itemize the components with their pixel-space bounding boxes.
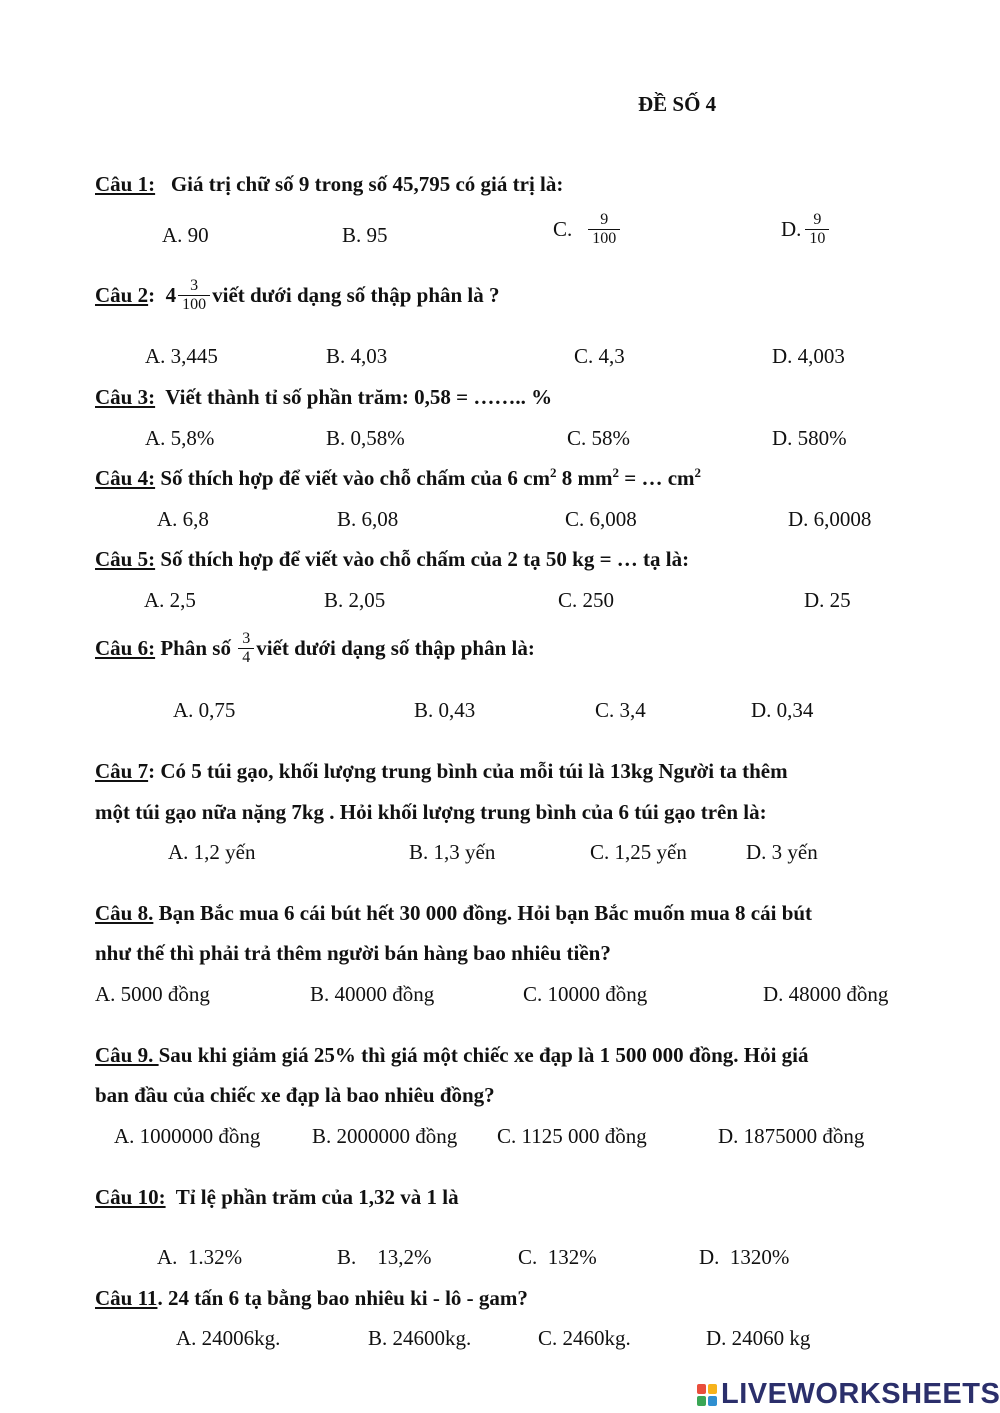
q5-option-c[interactable]: C. 250 [558, 588, 615, 612]
question-4 [95, 466, 701, 491]
q6-option-b[interactable]: B. 0,43 [414, 698, 476, 722]
q4-option-c[interactable]: C. 6,008 [565, 507, 637, 531]
q6-option-a[interactable]: A. 0,75 [173, 698, 236, 722]
liveworksheets-logo-icon [697, 1384, 717, 1406]
question-2-text: viết dưới dạng số thập phân là ? [212, 283, 500, 308]
question-5 [95, 547, 689, 572]
superscript: 2 [694, 465, 702, 480]
q7-option-b[interactable]: B. 1,3 yến [409, 840, 496, 864]
question-6-label: Câu 6: [95, 636, 156, 661]
question-5-text: Số thích hợp để viết vào chỗ chấm của 2 tạ 50 kg = … tạ là: [160, 547, 690, 571]
q2-option-a[interactable]: A. 3,445 [145, 344, 218, 368]
question-6-fraction [238, 631, 254, 667]
q11-option-a[interactable]: A. 24006kg. [176, 1326, 281, 1350]
q9-option-a[interactable]: A. 1000000 đồng [114, 1124, 261, 1148]
q1-option-d-fraction [805, 212, 829, 248]
q1-option-d-letter: D. [781, 217, 802, 242]
q2-option-c[interactable]: C. 4,3 [574, 344, 625, 368]
question-9 [95, 1043, 809, 1068]
q8-option-a[interactable]: A. 5000 đồng [95, 982, 210, 1006]
fraction-numerator: 9 [600, 211, 609, 228]
q8-option-b[interactable]: B. 40000 đồng [310, 982, 435, 1006]
logo-square [697, 1384, 706, 1394]
question-1-text: Giá trị chữ số 9 trong số 45,795 có giá trị là: [170, 172, 564, 196]
q4-option-d[interactable]: D. 6,0008 [788, 507, 872, 531]
q6-option-c[interactable]: C. 3,4 [595, 698, 646, 722]
question-2-label: Câu 2 [95, 283, 149, 308]
fraction-numerator: 3 [190, 277, 199, 294]
question-6 [95, 631, 535, 667]
question-1 [95, 172, 563, 197]
question-2 [95, 278, 500, 314]
q5-option-a[interactable]: A. 2,5 [144, 588, 196, 612]
q7-option-c[interactable]: C. 1,25 yến [590, 840, 687, 864]
logo-square [708, 1396, 717, 1406]
question-6-pre: Phân số [160, 636, 231, 661]
superscript: 2 [549, 465, 557, 480]
logo-square [708, 1384, 717, 1394]
question-2-colon: : [148, 283, 156, 308]
question-10-label: Câu 10: [95, 1185, 166, 1209]
question-10-text: Tỉ lệ phần trăm của 1,32 và 1 là [175, 1185, 459, 1209]
q1-option-d[interactable] [781, 212, 831, 248]
question-3-text: Viết thành tỉ số phần trăm: 0,58 = …….. % [165, 385, 553, 409]
q1-option-a[interactable]: A. 90 [162, 223, 209, 247]
q7-option-a[interactable]: A. 1,2 yến [168, 840, 256, 864]
question-4-label: Câu 4: [95, 466, 156, 490]
q1-option-c[interactable] [553, 212, 622, 248]
mixed-number-fraction [178, 278, 210, 314]
question-8-line-2: như thế thì phải trả thêm người bán hàng bao nhiêu tiền? [95, 941, 611, 965]
q9-option-b[interactable]: B. 2000000 đồng [312, 1124, 458, 1148]
q1-option-c-fraction [588, 212, 620, 248]
q3-option-b[interactable]: B. 0,58% [326, 426, 405, 450]
mixed-number-whole: 4 [165, 283, 177, 308]
question-10 [95, 1185, 459, 1210]
question-8-label: Câu 8. [95, 901, 154, 925]
q10-option-a[interactable]: A. 1.32% [157, 1245, 243, 1269]
fraction-numerator: 9 [813, 211, 822, 228]
question-7-label: Câu 7 [95, 759, 149, 783]
question-8 [95, 901, 812, 926]
question-7-line-2: một túi gạo nữa nặng 7kg . Hỏi khối lượng trung bình của 6 túi gạo trên là: [95, 800, 767, 824]
question-9-line-2: ban đầu của chiếc xe đạp là bao nhiêu đồng? [95, 1083, 495, 1107]
q10-option-c[interactable]: C. 132% [518, 1245, 597, 1269]
q8-option-c[interactable]: C. 10000 đồng [523, 982, 648, 1006]
question-9-line-1: Sau khi giảm giá 25% thì giá một chiếc xe đạp là 1 500 000 đồng. Hỏi giá [158, 1043, 809, 1067]
question-8-line-1: Bạn Bắc mua 6 cái bút hết 30 000 đồng. Hỏi bạn Bắc muốn mua 8 cái bút [153, 901, 813, 925]
q5-option-d[interactable]: D. 25 [804, 588, 851, 612]
question-3-label: Câu 3: [95, 385, 156, 409]
q10-option-d[interactable]: D. 1320% [699, 1245, 790, 1269]
logo-square [697, 1396, 706, 1406]
fraction-denominator: 100 [588, 229, 620, 248]
q11-option-b[interactable]: B. 24600kg. [368, 1326, 472, 1350]
q3-option-c[interactable]: C. 58% [567, 426, 630, 450]
q1-option-b[interactable]: B. 95 [342, 223, 388, 247]
q8-option-d[interactable]: D. 48000 đồng [763, 982, 889, 1006]
question-1-label: Câu 1: [95, 172, 156, 196]
question-6-text: viết dưới dạng số thập phân là: [256, 636, 535, 661]
liveworksheets-logo [697, 1378, 1000, 1411]
question-9-label: Câu 9. [95, 1043, 159, 1067]
question-11-text: . 24 tấn 6 tạ bằng bao nhiêu ki - lô - gam? [157, 1286, 528, 1310]
question-7-line-1: : Có 5 túi gạo, khối lượng trung bình của mỗi túi là 13kg Người ta thêm [148, 759, 788, 783]
question-4-text-a: Số thích hợp để viết vào chỗ chấm của 6 cm [160, 466, 550, 490]
question-7 [95, 759, 788, 784]
q2-option-b[interactable]: B. 4,03 [326, 344, 388, 368]
q2-option-d[interactable]: D. 4,003 [772, 344, 845, 368]
liveworksheets-logo-text: LIVEWORKSHEETS [721, 1378, 1000, 1410]
q11-option-d[interactable]: D. 24060 kg [706, 1326, 811, 1350]
q10-option-b[interactable]: B. 13,2% [337, 1245, 432, 1269]
q5-option-b[interactable]: B. 2,05 [324, 588, 386, 612]
question-5-label: Câu 5: [95, 547, 156, 571]
superscript: 2 [612, 465, 619, 480]
question-11 [95, 1286, 528, 1311]
q11-option-c[interactable]: C. 2460kg. [538, 1326, 631, 1350]
q9-option-c[interactable]: C. 1125 000 đồng [497, 1124, 647, 1148]
page-title: ĐỀ SỐ 4 [638, 92, 717, 116]
question-4-text-c: = … cm [618, 466, 695, 490]
fraction-denominator: 10 [805, 229, 829, 248]
question-4-text-b: 8 mm [556, 466, 613, 490]
q6-option-d[interactable]: D. 0,34 [751, 698, 814, 722]
q7-option-d[interactable]: D. 3 yến [746, 840, 818, 864]
question-11-label: Câu 11 [95, 1286, 158, 1310]
fraction-denominator: 4 [238, 648, 254, 667]
fraction-numerator: 3 [242, 630, 251, 647]
fraction-denominator: 100 [178, 295, 210, 314]
q1-option-c-letter: C. [553, 217, 573, 242]
q4-option-a[interactable]: A. 6,8 [157, 507, 209, 531]
question-3 [95, 385, 552, 410]
q9-option-d[interactable]: D. 1875000 đồng [718, 1124, 865, 1148]
q3-option-d[interactable]: D. 580% [772, 426, 847, 450]
q4-option-b[interactable]: B. 6,08 [337, 507, 399, 531]
q3-option-a[interactable]: A. 5,8% [145, 426, 215, 450]
